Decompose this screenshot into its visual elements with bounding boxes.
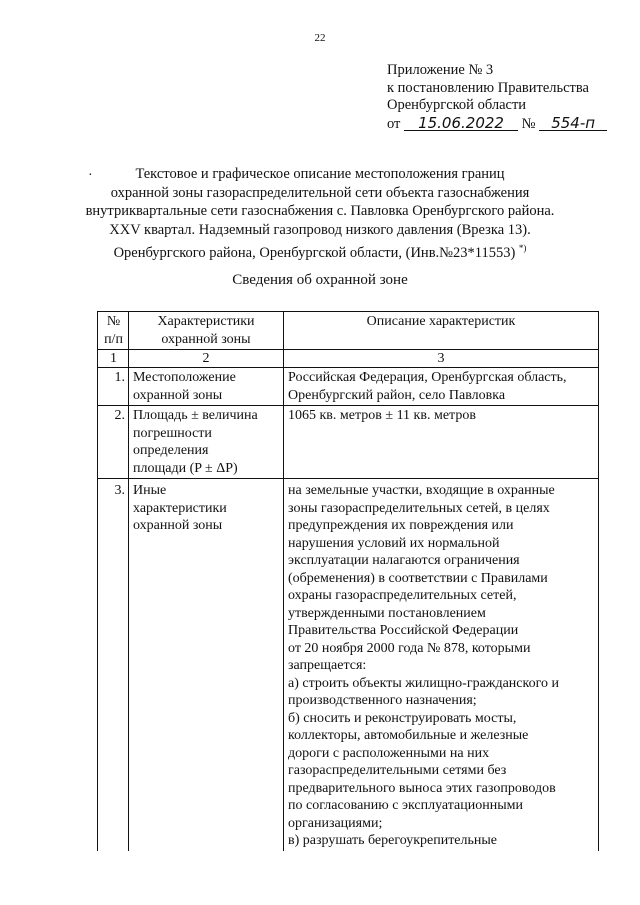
row-characteristic: Местоположение охранной зоны	[129, 368, 284, 406]
column-number-3: 3	[284, 350, 599, 368]
column-number-2: 2	[129, 350, 284, 368]
row-description: 1065 кв. метров ± 11 кв. метров	[284, 406, 599, 479]
footnote-mark: *)	[518, 243, 527, 254]
column-number-row	[98, 350, 599, 368]
header-characteristics: Характеристики охранной зоны	[129, 312, 284, 350]
row-description: на земельные участки, входящие в охранные зоны газораспределительных сетей, в целях предупреждения их повреждения или нарушения условий их нормальной эксплуатации налагаются ограничения (обременения) в соответствии с Правилами охраны газораспределительных сетей, утвержденными постановлением Правительства Российской Федерации от 20 ноября 2000 года № 878, которыми запрещается: а) строить объекты жилищно-гражданского и производственного назначения; б) сносить и реконструировать мосты, коллекторы, автомобильные и железные дороги с расположенными на них газораспределительными сетями без предварительного выноса этих газопроводов по согласованию с эксплуатационными организациями; в) разрушать берегоукрепительные	[284, 479, 599, 851]
table-row	[98, 368, 599, 406]
handwritten-number: 554-п	[539, 115, 607, 133]
title-line-5	[60, 239, 580, 262]
header-description: Описание характеристик	[284, 312, 599, 350]
table-header-row	[98, 312, 599, 350]
row-number: 2.	[98, 406, 129, 479]
appendix-line-3: Оренбургской области	[387, 97, 527, 113]
zone-info-table	[97, 311, 599, 851]
appendix-header	[387, 62, 607, 133]
title-line-5-text: Оренбургского района, Оренбургской области, (Инв.№23*11553)	[113, 245, 516, 262]
title-line-4: XXV квартал. Надземный газопровод низкого давления (Врезка 13).	[109, 221, 531, 238]
header-number: № п/п	[98, 312, 129, 350]
appendix-line-2: к постановлению Правительства	[387, 79, 589, 96]
handwritten-date: 15.06.2022	[404, 115, 518, 133]
number-label: №	[521, 115, 536, 132]
title-line-3: внутриквартальные сети газоснабжения с. Павловка Оренбургского района.	[85, 203, 555, 220]
row-characteristic: Иные характеристики охранной зоны	[129, 479, 284, 851]
section-subtitle: Сведения об охранной зоне	[232, 272, 408, 288]
row-characteristic: Площадь ± величина погрешности определения площади (P ± ΔP)	[129, 406, 284, 479]
table-row	[98, 406, 599, 479]
appendix-date-line	[387, 115, 607, 134]
row-number: 3.	[98, 479, 129, 851]
page-number: 22	[314, 32, 326, 44]
margin-dot: ·	[88, 168, 93, 183]
row-description: Российская Федерация, Оренбургская область, Оренбургский район, село Павловка	[284, 368, 599, 406]
document-title	[60, 165, 580, 263]
column-number-1: 1	[98, 350, 129, 368]
table-row	[98, 479, 599, 851]
row-number: 1.	[98, 368, 129, 406]
appendix-line-1: Приложение № 3	[387, 62, 494, 78]
from-label: от	[387, 115, 401, 132]
title-line-2: охранной зоны газораспределительной сети объекта газоснабжения	[110, 184, 530, 201]
title-line-1: Текстовое и графическое описание местоположения границ	[135, 166, 505, 182]
